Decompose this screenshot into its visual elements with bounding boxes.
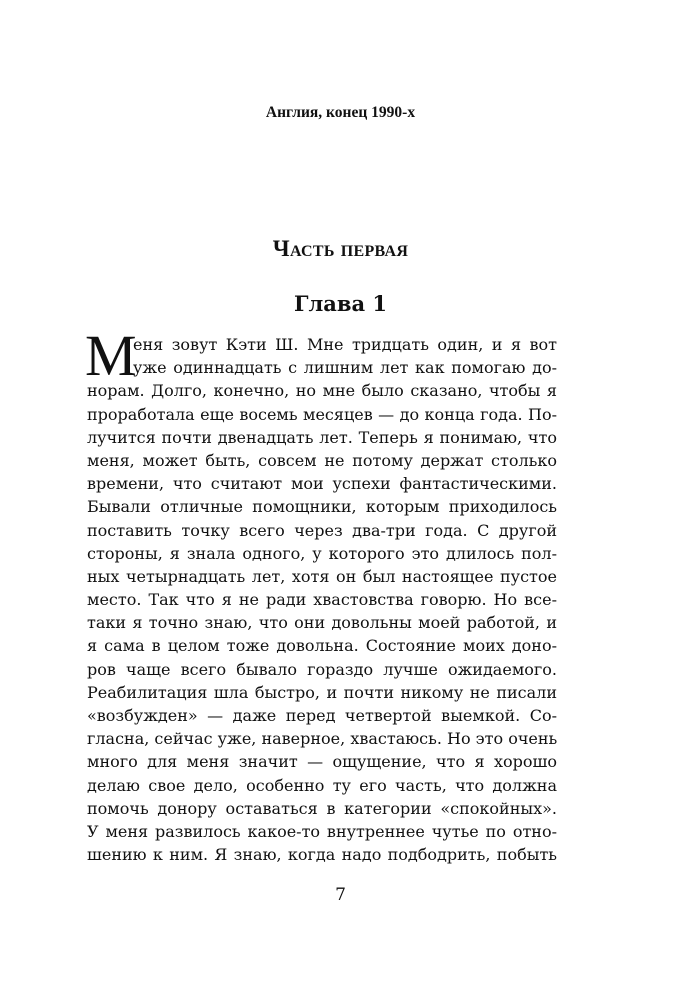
part-title: Часть первая	[272, 236, 409, 261]
text-line: место. Так что я не ради хвастовства говорю. Но все-	[87, 590, 557, 610]
text-line: стороны, я знала одного, у которого это длилось пол-	[87, 543, 557, 563]
text-line: я сама в целом тоже довольна. Состояние моих доно-	[87, 636, 557, 656]
text-line: уже одиннадцать с лишним лет как помогаю до-	[133, 358, 557, 378]
text-line: «возбужден» — даже перед четвертой выемкой. Со-	[87, 706, 557, 725]
epigraph: Англия, конец 1990-х	[265, 104, 416, 121]
text-line: помочь донору оставаться в категории «спокойных».	[87, 798, 557, 818]
body-text	[85, 323, 558, 866]
text-line: делаю свое дело, особенно ту его часть, что должна	[87, 775, 557, 795]
text-line: шению к ним. Я знаю, когда надо подбодрить, побыть	[87, 845, 557, 865]
text-line: лучится почти двенадцать лет. Теперь я понимаю, что	[87, 427, 557, 447]
text-line: меня, может быть, совсем не потому держат столько	[87, 450, 557, 470]
text-line: много для меня значит — ощущение, что я хорошо	[87, 752, 557, 772]
text-line: ных четырнадцать лет, хотя он был настоящее пустое	[87, 566, 557, 586]
text-line: гласна, сейчас уже, наверное, хвастаюсь. Но это очень	[87, 729, 558, 749]
first-paragraph-opening	[85, 323, 557, 388]
text-line: У меня развилось какое-то внутреннее чутье по отно-	[87, 821, 557, 841]
text-line: Реабилитация шла быстро, и почти никому не писали	[87, 682, 557, 702]
text-line: проработала еще восемь месяцев — до конца года. По-	[87, 404, 557, 424]
chapter-title: Глава 1	[293, 291, 388, 316]
text-line: таки я точно знаю, что они довольны моей работой, и	[87, 613, 557, 633]
text-line: еня зовут Кэти Ш. Мне тридцать один, и я вот	[133, 335, 557, 354]
text-line: поставить точку всего через два-три года. С другой	[87, 520, 557, 540]
drop-cap: М	[85, 323, 137, 388]
text-line: времени, что считают мои успехи фантастическими.	[87, 474, 557, 494]
page-number: 7	[335, 885, 346, 905]
text-line: ров чаще всего бывало гораздо лучше ожидаемого.	[87, 659, 557, 679]
text-line: норам. Долго, конечно, но мне было сказано, чтобы я	[87, 381, 557, 401]
text-line: Бывали отличные помощники, которым приходилось	[87, 497, 557, 517]
